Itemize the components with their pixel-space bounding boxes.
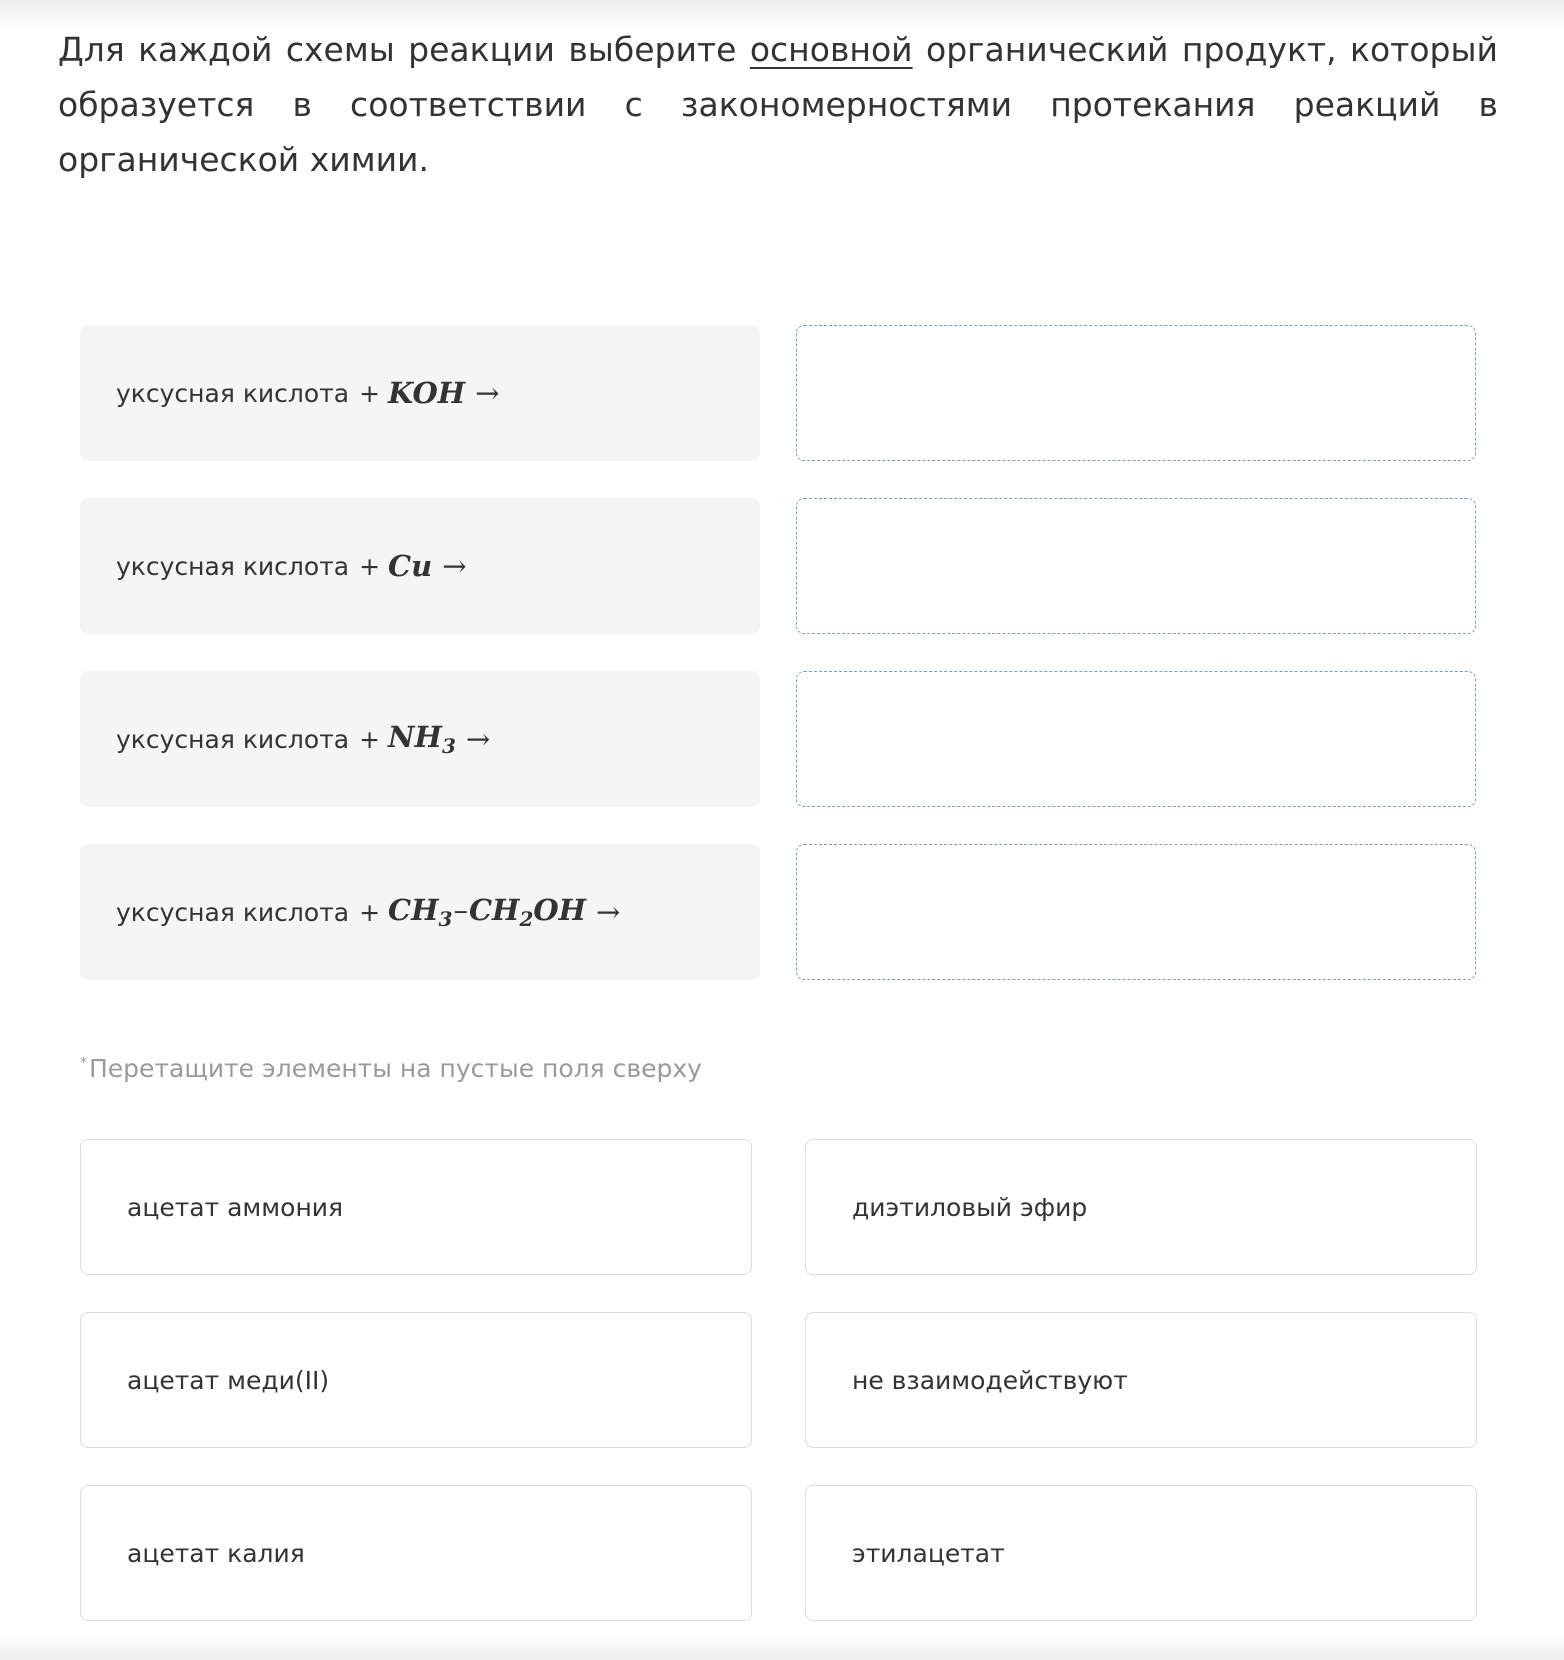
reagent-label: уксусная кислота	[116, 724, 350, 754]
arrow-icon: →	[596, 895, 621, 929]
reagent-label: уксусная кислота	[116, 551, 350, 581]
formula-group: OH	[533, 893, 587, 927]
reaction-scheme-3	[80, 671, 760, 807]
formula-group: CH	[388, 893, 439, 927]
reagent-label: уксусная кислота	[116, 378, 350, 408]
answer-dropzone-4[interactable]	[796, 844, 1476, 980]
formula-group: NH	[388, 720, 442, 754]
formula-group: Cu	[388, 549, 433, 583]
reaction-scheme-1	[80, 325, 760, 461]
hint-text: Перетащите элементы на пустые поля сверху	[89, 1054, 702, 1083]
arrow-icon: →	[465, 722, 491, 756]
plus-sign: +	[359, 551, 381, 581]
plus-sign: +	[359, 724, 381, 754]
formula-group: KOH	[388, 376, 466, 410]
formula-koh	[388, 376, 465, 410]
option-label: этилацетат	[852, 1538, 1005, 1568]
option-no-reaction[interactable]	[805, 1312, 1477, 1448]
option-ethyl-acetate[interactable]	[805, 1485, 1477, 1621]
option-label: ацетат аммония	[127, 1192, 344, 1222]
answer-dropzone-1[interactable]	[796, 325, 1476, 461]
option-label: диэтиловый эфир	[852, 1192, 1088, 1222]
instruction-text-before: Для каждой схемы реакции выберите	[58, 30, 737, 69]
formula-subscript: 3	[441, 734, 456, 758]
option-label: ацетат калия	[127, 1538, 305, 1568]
task-instruction	[58, 22, 1498, 187]
formula-group: CH	[468, 893, 520, 927]
formula-ethanol	[388, 893, 586, 931]
hint-asterisk: *	[80, 1055, 87, 1071]
option-diethyl-ether[interactable]	[805, 1139, 1477, 1275]
reaction-scheme-2	[80, 498, 760, 634]
reaction-scheme-4	[80, 844, 760, 980]
option-ammonium-acetate[interactable]	[80, 1139, 752, 1275]
formula-bond: –	[453, 893, 468, 927]
instruction-emphasis: основной	[749, 30, 913, 69]
arrow-icon: →	[442, 549, 467, 583]
plus-sign: +	[359, 897, 381, 927]
plus-sign: +	[359, 378, 381, 408]
option-label: не взаимодействуют	[852, 1365, 1128, 1395]
answer-dropzone-2[interactable]	[796, 498, 1476, 634]
answer-dropzone-3[interactable]	[796, 671, 1476, 807]
arrow-icon: →	[475, 376, 500, 410]
option-copper-acetate[interactable]	[80, 1312, 752, 1448]
formula-subscript: 2	[519, 907, 534, 931]
formula-cu	[388, 549, 432, 583]
option-potassium-acetate[interactable]	[80, 1485, 752, 1621]
drag-hint	[80, 1054, 702, 1083]
formula-nh3	[388, 720, 456, 758]
reagent-label: уксусная кислота	[116, 897, 350, 927]
instruction-text-after: органический продукт, который образуется в соответствии с закономерностями протекания реакций в органической химии.	[58, 30, 1498, 179]
formula-subscript: 3	[438, 907, 453, 931]
bottom-shadow	[0, 1636, 1564, 1660]
option-label: ацетат меди(II)	[127, 1365, 330, 1395]
